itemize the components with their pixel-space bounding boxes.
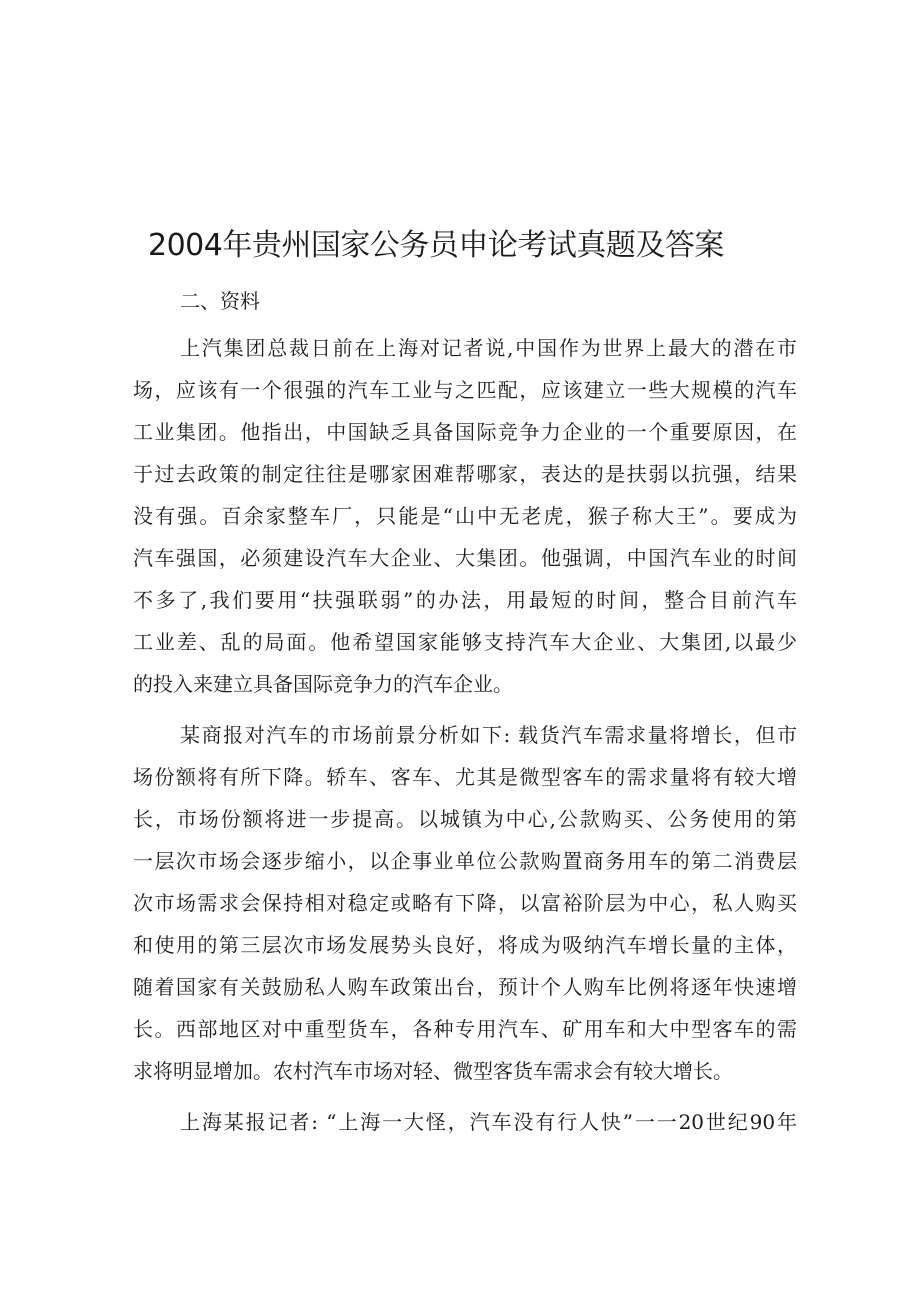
paragraph-line: 长，市场份额将进一步提高。以城镇为中心,公款购买、公务使用的第 bbox=[133, 807, 797, 831]
paragraph-line: 场份额将有所下降。轿车、客车、尤其是微型客车的需求量将有较大增 bbox=[133, 765, 797, 789]
paragraph-line: 次市场需求会保持相对稳定或略有下降，以富裕阶层为中心，私人购买 bbox=[133, 891, 797, 915]
paragraph-line: 工业集团。他指出，中国缺乏具备国际竞争力企业的一个重要原因，在 bbox=[133, 420, 797, 444]
paragraph-line: 和使用的第三层次市场发展势头良好，将成为吸纳汽车增长量的主体， bbox=[133, 933, 797, 957]
paragraph-line: 求将明显增加。农村汽车市场对轻、微型客货车需求会有较大增长。 bbox=[133, 1059, 733, 1083]
paragraph-line: 不多了,我们要用“扶强联弱”的办法，用最短的时间，整合目前汽车 bbox=[133, 588, 797, 612]
document-title: 2004年贵州国家公务员申论考试真题及答案 bbox=[148, 228, 724, 263]
paragraph-line: 一层次市场会逐步缩小，以企事业单位公款购置商务用车的第二消费层 bbox=[133, 849, 797, 873]
paragraph-line: 场，应该有一个很强的汽车工业与之匹配，应该建立一些大规模的汽车 bbox=[133, 378, 797, 402]
paragraph-2 bbox=[133, 714, 797, 1092]
paragraph-line: 于过去政策的制定往往是哪家困难帮哪家，表达的是扶弱以抗强，结果 bbox=[133, 462, 797, 486]
paragraph-line: 某商报对汽车的市场前景分析如下: 载货汽车需求量将增长，但市 bbox=[180, 723, 797, 747]
paragraph-line: 上汽集团总裁日前在上海对记者说,中国作为世界上最大的潜在市 bbox=[180, 336, 797, 360]
paragraph-line: 随着国家有关鼓励私人购车政策出台，预计个人购车比例将逐年快速增 bbox=[133, 975, 797, 999]
paragraph-line: 工业差、乱的局面。他希望国家能够支持汽车大企业、大集团,以最少 bbox=[133, 630, 797, 654]
section-heading: 二、资料 bbox=[180, 289, 260, 313]
paragraph-1 bbox=[133, 327, 797, 705]
paragraph-line: 长。西部地区对中重型货车，各种专用汽车、矿用车和大中型客车的需 bbox=[133, 1017, 797, 1041]
paragraph-3 bbox=[133, 1101, 797, 1143]
paragraph-line: 的投入来建立具备国际竞争力的汽车企业。 bbox=[133, 672, 513, 696]
paragraph-line: 汽车强国，必须建设汽车大企业、大集团。他强调，中国汽车业的时间 bbox=[133, 546, 797, 570]
paragraph-line: 上海某报记者: “上海一大怪，汽车没有行人快”一一20世纪90年 bbox=[180, 1110, 797, 1134]
paragraph-line: 没有强。百余家整车厂，只能是“山中无老虎，猴子称大王”。要成为 bbox=[133, 504, 797, 528]
